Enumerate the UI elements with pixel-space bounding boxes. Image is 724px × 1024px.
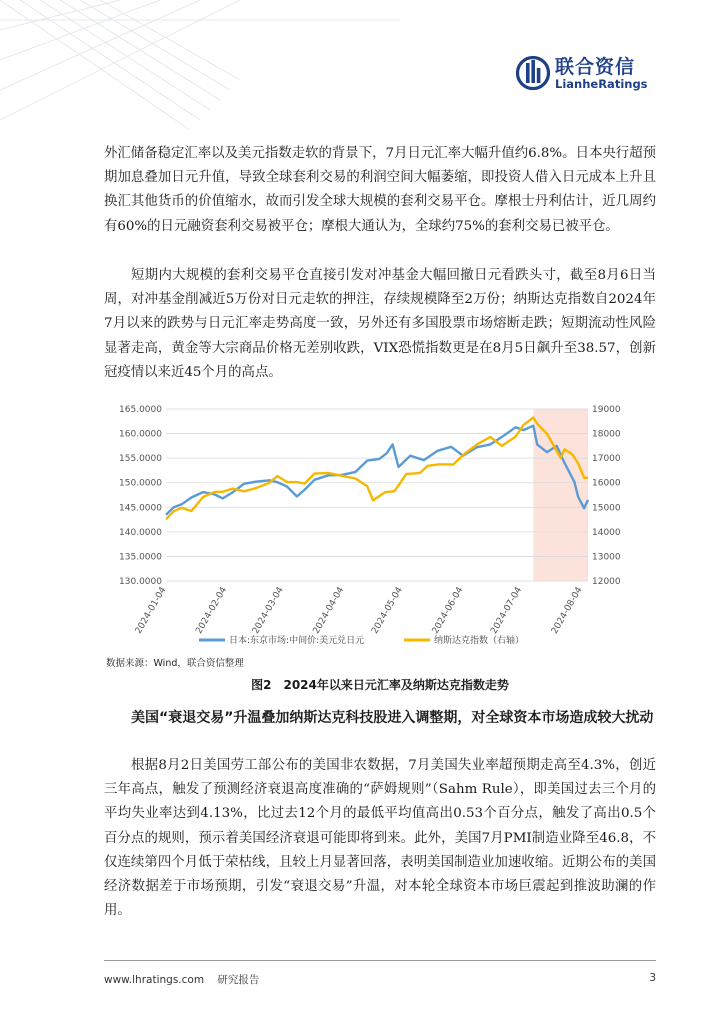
legend-label-1: 日本:东京市场:中间价:美元兑日元 — [229, 636, 365, 646]
logo-text-cn: 联合资信 — [555, 56, 636, 78]
y-left-tick-label: 130.0000 — [119, 577, 162, 587]
x-tick-label: 2024-06-04 — [430, 585, 466, 636]
x-tick-label: 2024-03-04 — [251, 585, 286, 636]
legend-label-2: 纳斯达克指数（右轴） — [434, 636, 525, 646]
lianhe-logo — [516, 52, 686, 96]
x-tick-label: 2024-02-04 — [194, 585, 230, 636]
y-left-tick-label: 160.0000 — [119, 429, 162, 440]
page-number: 3 — [649, 972, 656, 984]
x-tick-label: 2024-01-04 — [133, 585, 169, 636]
y-left-tick-label: 140.0000 — [119, 527, 162, 538]
y-right-tick-label: 14000 — [592, 527, 621, 538]
x-tick-label: 2024-08-04 — [549, 585, 585, 636]
y-left-tick-label: 145.0000 — [119, 503, 162, 514]
y-right-tick-label: 16000 — [592, 478, 621, 489]
figure-source: 数据来源：Wind，联合资信整理 — [106, 658, 244, 669]
footer-label: 研究报告 — [217, 974, 260, 986]
series-line-2 — [166, 418, 588, 520]
y-right-tick-label: 13000 — [592, 552, 621, 563]
y-right-tick-label: 12000 — [592, 577, 621, 587]
logo-text-en: LianheRatings — [555, 77, 648, 91]
y-right-tick-label: 15000 — [592, 503, 621, 514]
section-heading: 美国“衰退交易”升温叠加纳斯达克科技股进入调整期，对全球资本市场造成较大扰动 — [131, 710, 654, 726]
yen-nasdaq-chart — [104, 397, 634, 655]
x-tick-label: 2024-05-04 — [370, 585, 405, 636]
paragraph-1: 外汇储备稳定汇率以及美元指数走软的背景下，7月日元汇率大幅升值约6.8%。日本央行超预期加息叠加日元升值，导致全球套利交易的利润空间大幅萎缩，即投资人借入日元成本上升且换汇其他货币的价值缩水，故而引发全球大规模的套利交易平仓。摩根士丹利估计，近几周约有60%的日元融资套利交易被平仓；摩根大通认为，全球约75%的套利交易已被平仓。 — [104, 146, 656, 234]
footer-left — [104, 972, 269, 987]
lianhe-logo-icon — [516, 54, 550, 92]
paragraph-2: 短期内大规模的套利交易平仓直接引发对冲基金大幅回撤日元看跌头寸，截至8月6日当周，对冲基金削减近5万份对日元走软的押注，存续规模降至2万份；纳斯达克指数自2024年7月以来的跌势与日元汇率走势高度一致，另外还有多国股票市场熔断走跌；短期流动性风险显著走高，黄金等大宗商品价格无差别收跌，VIX恐慌指数更是在8月5日飙升至38.57，创新冠疫情以来近45个月的高点。 — [104, 268, 656, 380]
y-left-tick-label: 150.0000 — [119, 478, 162, 489]
footer-url: www.lhratings.com — [104, 974, 205, 986]
y-right-tick-label: 17000 — [592, 454, 621, 465]
footer-divider — [104, 960, 656, 961]
series-line-1 — [166, 426, 588, 515]
y-left-tick-label: 155.0000 — [119, 454, 162, 465]
y-left-tick-label: 135.0000 — [119, 552, 162, 563]
figure-caption: 图2 2024年以来日元汇率及纳斯达克指数走势 — [251, 678, 509, 692]
x-tick-label: 2024-07-04 — [489, 585, 525, 636]
x-tick-label: 2024-04-04 — [311, 585, 347, 636]
paragraph-3: 根据8月2日美国劳工部公布的美国非农数据，7月美国失业率超预期走高至4.3%，创近三年高点，触发了预测经济衰退高度准确的“萨姆规则”（Sahm Rule），即美国过去三个月的平均失业率达到4.13%，比过去12个月的最低平均值高出0.53个百分点，触发了高出0.5个百分点的规则，预示着美国经济衰退可能即将到来。此外，美国7月PMI制造业降至46.8，不仅连续第四个月低于荣枯线，且较上月显著回落，表明美国制造业加速收缩。近期公布的美国经济数据差于市场预期，引发“衰退交易”升温，对本轮全球资本市场巨震起到推波助澜的作用。 — [104, 758, 656, 919]
y-left-tick-label: 165.0000 — [119, 405, 162, 415]
y-right-tick-label: 19000 — [592, 405, 621, 415]
highlight-band — [533, 409, 588, 581]
y-right-tick-label: 18000 — [592, 429, 621, 440]
